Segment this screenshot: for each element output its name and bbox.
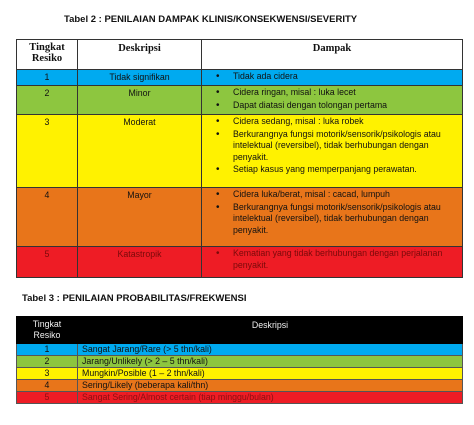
header-description: Deskripsi xyxy=(78,40,202,70)
severity-impact xyxy=(202,115,463,188)
probability-description: Jarang/Unlikely (> 2 – 5 thn/kali) xyxy=(78,356,463,368)
header-level-line2: Resiko xyxy=(31,53,63,64)
severity-row-3 xyxy=(17,115,463,188)
impact-item: • Cidera luka/berat, misal : cacad, lumpuh xyxy=(216,189,458,201)
severity-impact xyxy=(202,86,463,115)
probability-description: Sering/Likely (beberapa kali/thn) xyxy=(78,380,463,392)
impact-item: • Dapat diatasi dengan tolongan pertama xyxy=(216,100,458,112)
impact-item: • Kematian yang tidak berhubungan dengan perjalanan penyakit. xyxy=(216,248,458,271)
severity-level: 2 xyxy=(17,86,78,115)
table3-caption: Tabel 3 : PENILAIAN PROBABILITAS/FREKWENSI xyxy=(22,293,247,304)
probability-level: 4 xyxy=(17,380,78,392)
probability-table xyxy=(16,316,463,404)
header-level xyxy=(17,40,78,70)
impact-item: • Setiap kasus yang memperpanjang perawatan. xyxy=(216,164,458,176)
probability-row-4 xyxy=(17,380,463,392)
severity-table xyxy=(16,39,463,278)
header-level-line1: Tingkat xyxy=(29,42,65,53)
severity-impact xyxy=(202,70,463,86)
severity-impact xyxy=(202,247,463,278)
severity-row-2 xyxy=(17,86,463,115)
severity-description: Mayor xyxy=(78,188,202,247)
severity-level: 4 xyxy=(17,188,78,247)
probability-header-row xyxy=(17,317,463,344)
probability-row-5 xyxy=(17,392,463,404)
probability-description: Sangat Sering/Almost certain (tiap minggu/bulan) xyxy=(78,392,463,404)
severity-description: Minor xyxy=(78,86,202,115)
probability-level: 3 xyxy=(17,368,78,380)
header-impact: Dampak xyxy=(202,40,463,70)
severity-level: 5 xyxy=(17,247,78,278)
impact-item: • Berkurangnya fungsi motorik/sensorik/psikologis atau intelektual (reversibel), tidak berhubungan dengan penyakit. xyxy=(216,202,458,237)
header-level-line1: Tingkat xyxy=(32,319,62,329)
severity-description: Tidak signifikan xyxy=(78,70,202,86)
impact-item: • Berkurangnya fungsi motorik/sensorik/psikologis atau intelektual (reversibel), tidak berhubungan dengan penyakit. xyxy=(216,129,458,164)
probability-level: 5 xyxy=(17,392,78,404)
severity-level: 3 xyxy=(17,115,78,188)
probability-level: 1 xyxy=(17,344,78,356)
impact-item: • Cidera ringan, misal : luka lecet xyxy=(216,87,458,99)
probability-row-3 xyxy=(17,368,463,380)
severity-description: Katastropik xyxy=(78,247,202,278)
severity-level: 1 xyxy=(17,70,78,86)
header-description: Deskripsi xyxy=(78,317,463,344)
severity-row-5 xyxy=(17,247,463,278)
probability-level: 2 xyxy=(17,356,78,368)
probability-description: Sangat Jarang/Rare (> 5 thn/kali) xyxy=(78,344,463,356)
severity-row-4 xyxy=(17,188,463,247)
severity-description: Moderat xyxy=(78,115,202,188)
severity-impact xyxy=(202,188,463,247)
severity-row-1 xyxy=(17,70,463,86)
header-level xyxy=(17,317,78,344)
header-level-line2: Resiko xyxy=(33,329,61,340)
severity-header-row xyxy=(17,40,463,70)
impact-item: • Cidera sedang, misal : luka robek xyxy=(216,116,458,128)
probability-description: Mungkin/Posible (1 – 2 thn/kali) xyxy=(78,368,463,380)
impact-item: • Tidak ada cidera xyxy=(216,71,458,83)
table2-caption: Tabel 2 : PENILAIAN DAMPAK KLINIS/KONSEKWENSI/SEVERITY xyxy=(64,14,358,25)
probability-row-1 xyxy=(17,344,463,356)
probability-row-2 xyxy=(17,356,463,368)
